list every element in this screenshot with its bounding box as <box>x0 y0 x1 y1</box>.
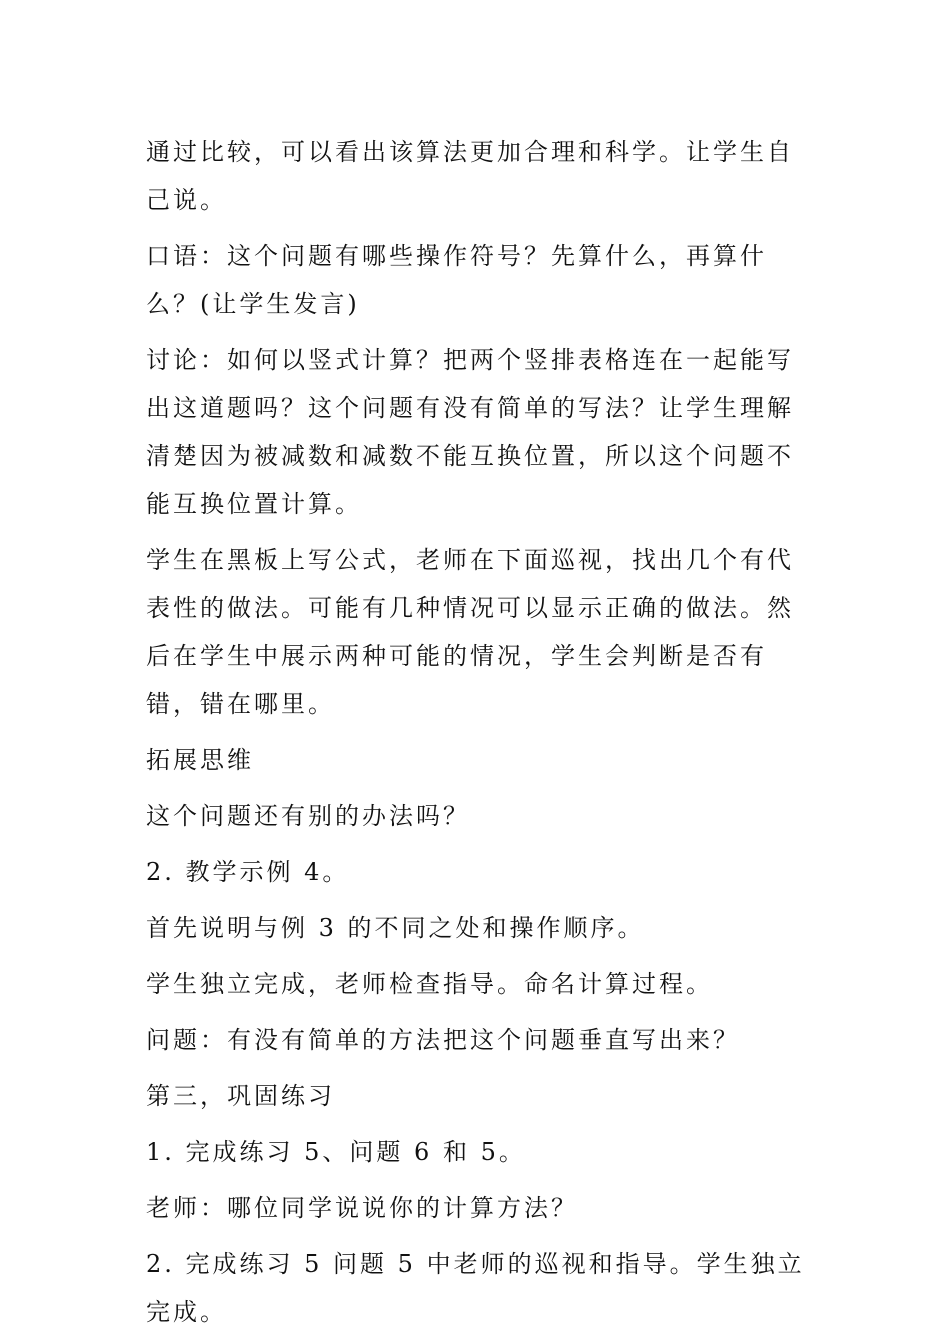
paragraph-exercise-2: 2. 完成练习 5 问题 5 中老师的巡视和指导。学生独立完成。 <box>146 1250 805 1326</box>
paragraph-comparison: 通过比较，可以看出该算法更加合理和科学。让学生自己说。 <box>146 138 794 214</box>
paragraph-example-4: 2. 教学示例 4。 <box>146 858 350 886</box>
paragraph-question: 问题：有没有简单的方法把这个问题垂直写出来？ <box>146 1026 740 1054</box>
paragraph-difference: 首先说明与例 3 的不同之处和操作顺序。 <box>146 914 645 942</box>
heading-extend-thinking: 拓展思维 <box>146 746 254 774</box>
paragraph-other-method: 这个问题还有别的办法吗？ <box>146 802 470 830</box>
document-body <box>146 128 818 1344</box>
paragraph-teacher: 老师：哪位同学说说你的计算方法？ <box>146 1194 578 1222</box>
heading-consolidation: 第三，巩固练习 <box>146 1082 335 1110</box>
paragraph-discussion: 讨论：如何以竖式计算？把两个竖排表格连在一起能写出这道题吗？这个问题有没有简单的写法？让学生理解清楚因为被减数和减数不能互换位置，所以这个问题不能互换位置计算。 <box>146 346 794 518</box>
paragraph-exercise-1: 1. 完成练习 5、问题 6 和 5。 <box>146 1138 526 1166</box>
paragraph-oral: 口语：这个问题有哪些操作符号？先算什么，再算什么？(让学生发言) <box>146 242 767 318</box>
paragraph-blackboard: 学生在黑板上写公式，老师在下面巡视，找出几个有代表性的做法。可能有几种情况可以显示正确的做法。然后在学生中展示两种可能的情况，学生会判断是否有错，错在哪里。 <box>146 546 794 718</box>
paragraph-independent: 学生独立完成，老师检查指导。命名计算过程。 <box>146 970 713 998</box>
